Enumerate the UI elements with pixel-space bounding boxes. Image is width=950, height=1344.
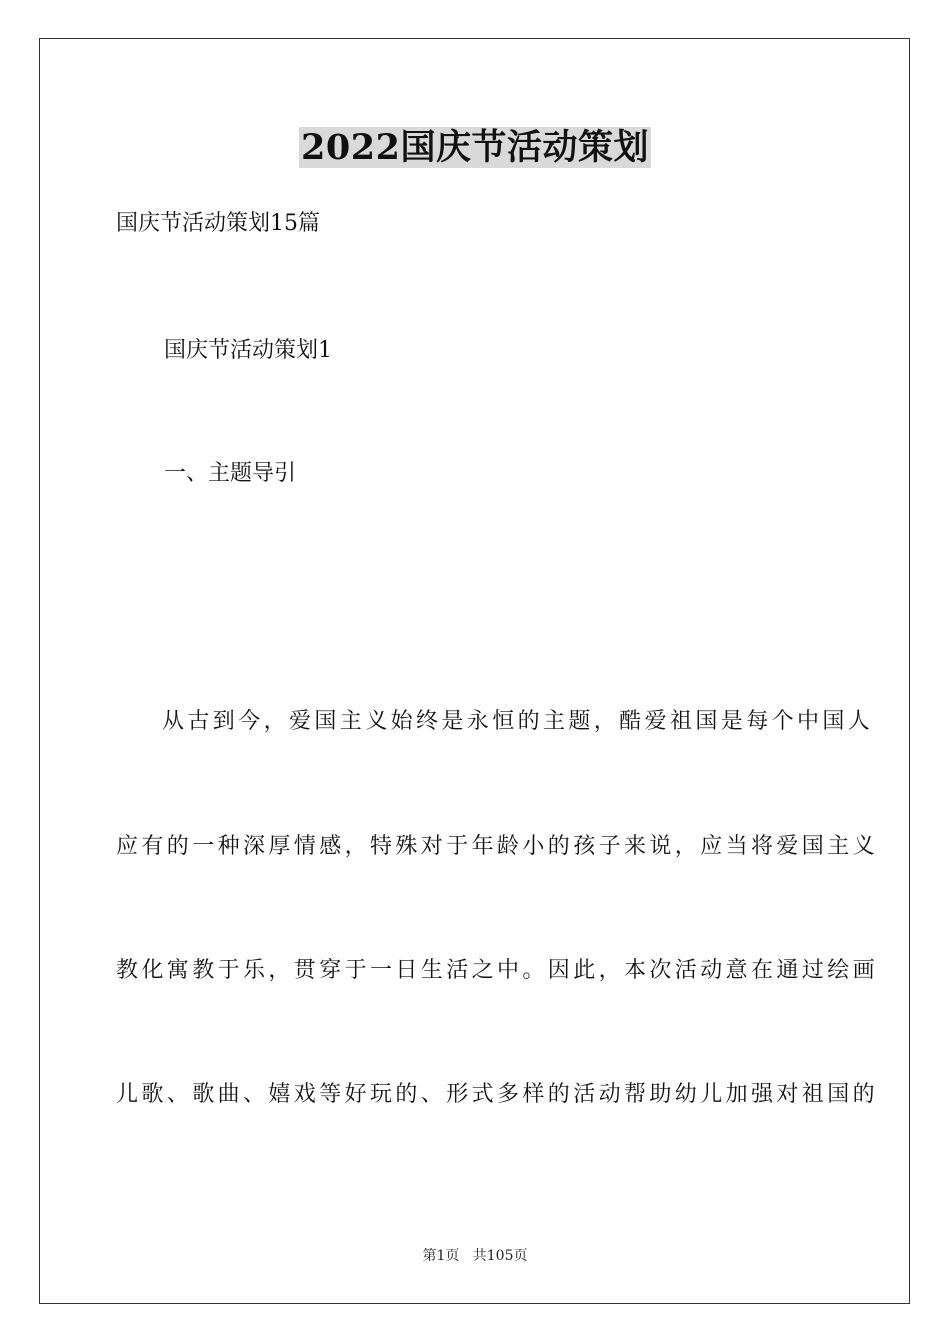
subsection-heading: 一、主题导引 xyxy=(164,461,297,486)
document-subtitle: 国庆节活动策划15篇 xyxy=(116,211,320,236)
section-heading: 国庆节活动策划1 xyxy=(164,338,332,363)
document-title xyxy=(0,125,950,171)
paragraph-line: 从古到今，爱国主义始终是永恒的主题，酷爱祖国是每个中国人 xyxy=(162,709,874,734)
paragraph-line: 儿歌、歌曲、嬉戏等好玩的、形式多样的活动帮助幼儿加强对祖国的 xyxy=(116,1082,879,1107)
paragraph-line: 教化寓教于乐，贯穿于一日生活之中。因此，本次活动意在通过绘画 xyxy=(116,958,879,983)
paragraph-line: 应有的一种深厚情感，特殊对于年龄小的孩子来说，应当将爱国主义 xyxy=(116,834,879,859)
document-title-text: 2022国庆节活动策划 xyxy=(301,127,649,168)
page-footer: 第1页 共105页 xyxy=(422,1248,528,1264)
